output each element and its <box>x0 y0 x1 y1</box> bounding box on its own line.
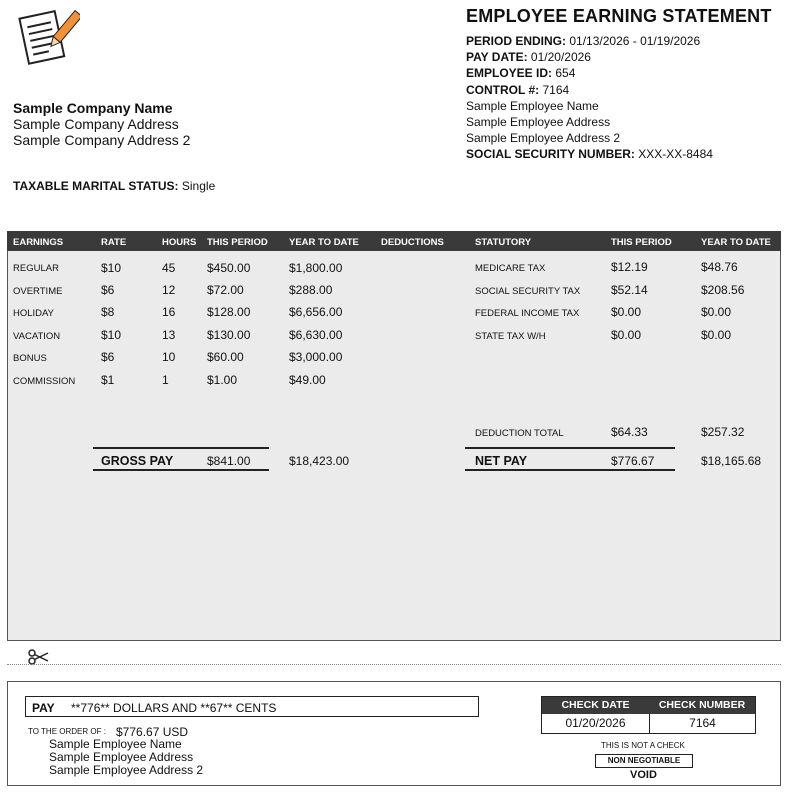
earning-rate: $10 <box>101 328 122 342</box>
gross-pay-label: GROSS PAY <box>101 454 174 468</box>
net-pay-label: NET PAY <box>475 454 528 468</box>
earning-name: HOLIDAY <box>13 308 55 319</box>
earnings-panel <box>7 231 781 641</box>
ssn-label: SOCIAL SECURITY NUMBER: <box>466 147 635 162</box>
payee-name: Sample Employee Name <box>49 737 182 751</box>
statutory-name: MEDICARE TAX <box>475 263 546 274</box>
statutory-ytd: $208.56 <box>701 283 745 297</box>
employee-address-2: Sample Employee Address 2 <box>466 131 621 146</box>
check-date: 01/20/2026 <box>565 716 626 730</box>
company-info <box>13 100 190 148</box>
header-earnings: EARNINGS <box>13 237 64 248</box>
earning-hours: 13 <box>162 328 176 342</box>
header-rate: RATE <box>101 237 127 248</box>
gross-pay-bottom-rule <box>93 469 269 471</box>
deduction-total: $64.33 <box>611 425 648 439</box>
gross-pay-ytd: $18,423.00 <box>289 454 350 468</box>
company-name: Sample Company Name <box>13 100 173 116</box>
control-label: CONTROL #: <box>466 82 540 97</box>
earning-rate: $8 <box>101 305 115 319</box>
non-negotiable-badge: NON NEGOTIABLE <box>595 754 693 768</box>
earning-this-period: $128.00 <box>207 305 251 319</box>
statutory-ytd: $48.76 <box>701 260 738 274</box>
marital-status <box>13 179 215 193</box>
statutory-ytd: $0.00 <box>701 305 732 319</box>
earning-name: COMMISSION <box>13 376 76 387</box>
net-pay-top-rule <box>465 447 675 449</box>
payee-address: Sample Employee Address <box>49 750 194 764</box>
control-number: 7164 <box>542 82 570 97</box>
period-ending: 01/13/2026 - 01/19/2026 <box>569 34 701 48</box>
header-ytd: YEAR TO DATE <box>289 237 359 248</box>
net-pay: $776.67 <box>611 454 655 468</box>
earning-this-period: $450.00 <box>207 261 251 275</box>
header-this-period: THIS PERIOD <box>207 237 268 248</box>
marital-status-value: Single <box>181 179 216 193</box>
employee-info <box>466 33 713 163</box>
employee-name: Sample Employee Name <box>466 98 599 113</box>
not-a-check-note: THIS IS NOT A CHECK <box>601 741 685 750</box>
earning-hours: 45 <box>162 261 176 275</box>
earning-ytd: $6,656.00 <box>289 305 343 319</box>
statutory-name: SOCIAL SECURITY TAX <box>475 286 581 297</box>
earning-rate: $6 <box>101 283 115 297</box>
earning-hours: 16 <box>162 305 176 319</box>
earning-hours: 10 <box>162 350 176 364</box>
deduction-total-label: DEDUCTION TOTAL <box>475 428 564 439</box>
earning-ytd: $49.00 <box>289 373 326 387</box>
payee-info <box>49 738 203 777</box>
gross-pay-top-rule <box>93 447 269 449</box>
earning-this-period: $130.00 <box>207 328 251 342</box>
earning-hours: 1 <box>162 373 169 387</box>
pay-amount-box <box>25 696 479 717</box>
earning-this-period: $72.00 <box>207 283 244 297</box>
ssn: XXX-XX-8484 <box>638 147 713 162</box>
net-pay-ytd: $18,165.68 <box>701 454 762 468</box>
earning-hours: 12 <box>162 283 176 297</box>
cut-line <box>7 664 781 665</box>
statutory-this-period: $0.00 <box>611 328 642 342</box>
earning-rate: $6 <box>101 350 115 364</box>
pay-label: PAY <box>32 701 55 715</box>
statutory-name: STATE TAX W/H <box>475 331 546 342</box>
company-address-2: Sample Company Address 2 <box>13 132 191 148</box>
earning-name: REGULAR <box>13 263 59 274</box>
marital-status-label: TAXABLE MARITAL STATUS: <box>13 179 179 193</box>
earning-rate: $1 <box>101 373 115 387</box>
company-address: Sample Company Address <box>13 116 179 132</box>
earning-ytd: $6,630.00 <box>289 328 343 342</box>
deduction-total-ytd: $257.32 <box>701 425 745 439</box>
void-label: VOID <box>630 769 657 781</box>
payee-address-2: Sample Employee Address 2 <box>49 763 204 777</box>
earning-name: OVERTIME <box>13 286 63 297</box>
statutory-this-period: $0.00 <box>611 305 642 319</box>
earning-this-period: $1.00 <box>207 373 238 387</box>
earning-this-period: $60.00 <box>207 350 244 364</box>
earning-ytd: $1,800.00 <box>289 261 343 275</box>
header-deductions: DEDUCTIONS <box>381 237 444 248</box>
statutory-name: FEDERAL INCOME TAX <box>475 308 580 319</box>
table-header <box>7 231 781 251</box>
employee-id-label: EMPLOYEE ID: <box>466 66 553 81</box>
net-pay-bottom-rule <box>465 469 675 471</box>
check-info-box <box>541 696 756 734</box>
check-date-label: CHECK DATE <box>542 697 649 714</box>
check-amount: $776.67 USD <box>116 725 189 739</box>
pay-words: **776** DOLLARS AND **67** CENTS <box>71 701 277 715</box>
statutory-ytd: $0.00 <box>701 328 732 342</box>
check-number: 7164 <box>689 716 716 730</box>
document-pencil-icon <box>14 6 80 68</box>
earning-ytd: $288.00 <box>289 283 333 297</box>
header-stat-ytd: YEAR TO DATE <box>701 237 771 248</box>
check-number-label: CHECK NUMBER <box>649 697 755 714</box>
header-statutory: STATUTORY <box>475 237 532 248</box>
pay-date-label: PAY DATE: <box>466 50 528 65</box>
statutory-this-period: $52.14 <box>611 283 648 297</box>
statement-title: EMPLOYEE EARNING STATEMENT <box>466 6 772 26</box>
gross-pay: $841.00 <box>207 454 251 468</box>
header-hours: HOURS <box>162 237 197 248</box>
pay-date: 01/20/2026 <box>530 50 591 65</box>
statutory-this-period: $12.19 <box>611 260 648 274</box>
earning-name: BONUS <box>13 353 47 364</box>
period-ending-label: PERIOD ENDING: <box>466 34 567 48</box>
employee-address: Sample Employee Address <box>466 115 611 130</box>
to-order-label: TO THE ORDER OF : <box>28 727 106 736</box>
header-stat-this-period: THIS PERIOD <box>611 237 672 248</box>
earning-name: VACATION <box>13 331 61 342</box>
earning-rate: $10 <box>101 261 122 275</box>
earning-ytd: $3,000.00 <box>289 350 343 364</box>
employee-id: 654 <box>555 66 576 81</box>
